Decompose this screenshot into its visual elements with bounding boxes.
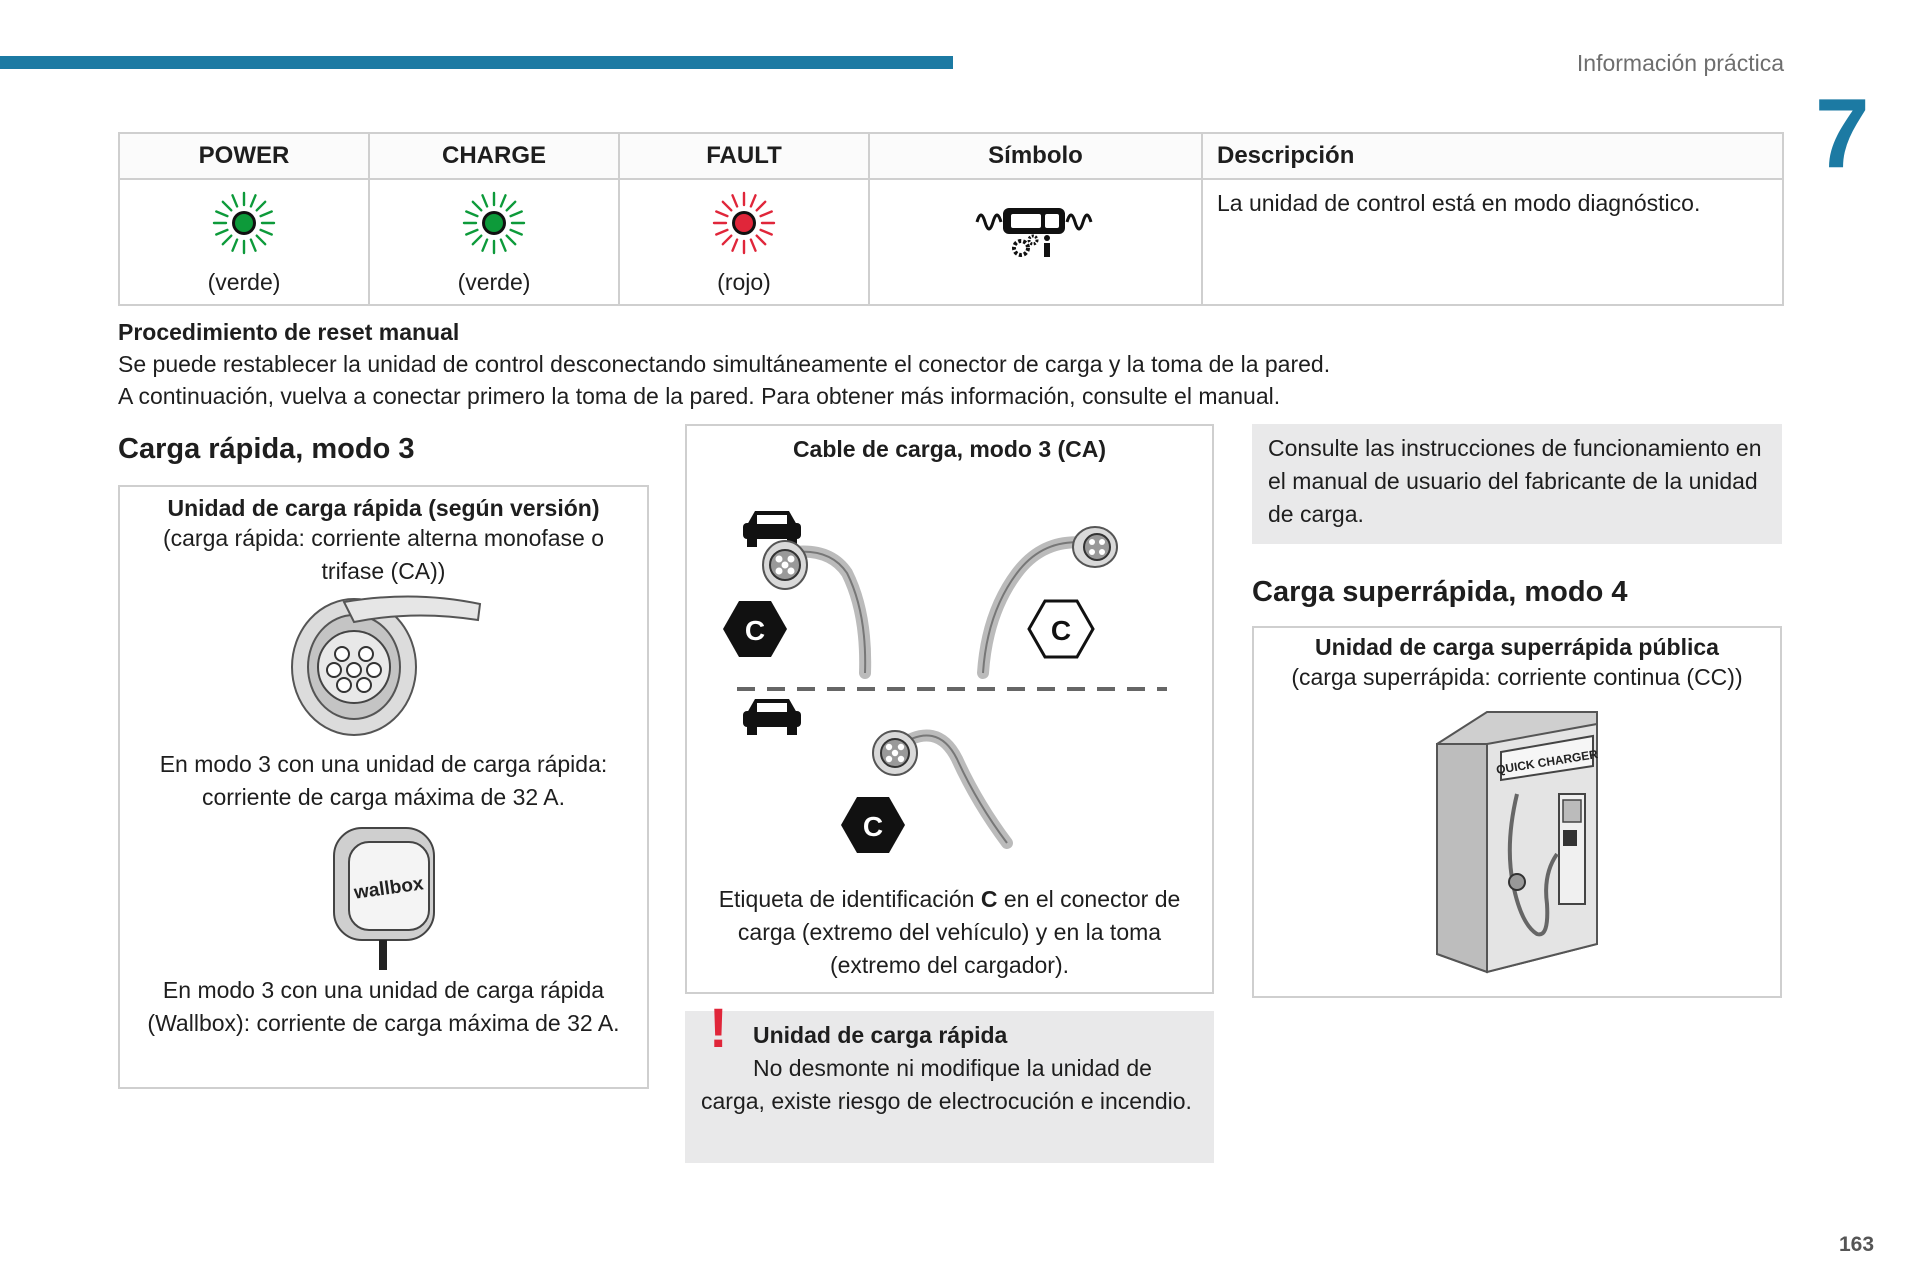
cable-caption-letter: C <box>980 886 998 912</box>
cable-caption <box>687 883 1212 982</box>
column-header-symbol: Símbolo <box>869 133 1202 179</box>
wallbox-logo: wallbox <box>352 873 425 904</box>
warning-title: Unidad de carga rápida <box>753 1022 1008 1048</box>
tag-c-letter: C <box>862 811 884 842</box>
warning-note <box>685 996 1214 1163</box>
wallbox-caption: En modo 3 con una unidad de carga rápida (Wallbox): corriente de carga máxima de 32 A. <box>147 977 620 1036</box>
quick-charger-image <box>1417 704 1617 984</box>
tag-c-charger-icon <box>1029 601 1093 657</box>
status-table <box>118 132 1784 306</box>
section-title: Información práctica <box>1576 50 1784 76</box>
tag-c-vehicle-icon <box>841 797 905 853</box>
mode3-box-subtitle: (carga rápida: corriente alterna monofase o trifase (CA)) <box>162 525 605 584</box>
mode4-box-subtitle: (carga superrápida: corriente continua (CC)) <box>1291 664 1743 690</box>
page-number: 163 <box>1839 1233 1875 1256</box>
vehicle-connector-image <box>763 541 865 673</box>
mode3-heading: Carga rápida, modo 3 <box>118 433 415 465</box>
charge-cell <box>369 179 619 305</box>
cable-caption-text: Etiqueta de identificación <box>718 886 981 912</box>
tag-c-letter: C <box>1050 615 1072 646</box>
reset-procedure <box>118 316 1798 412</box>
cable-box <box>685 424 1214 994</box>
quick-charger-label: QUICK CHARGER <box>1495 747 1599 777</box>
reset-line-2: A continuación, vuelva a conectar primero la toma de la pared. Para obtener más información, consulte el manual. <box>118 383 1281 409</box>
warning-icon: ! <box>709 996 728 1059</box>
symbol-cell <box>869 179 1202 305</box>
description-cell: La unidad de control está en modo diagnóstico. <box>1202 179 1783 305</box>
fault-cell <box>619 179 869 305</box>
fault-color-label: (rojo) <box>717 269 771 295</box>
mode3-box-title: Unidad de carga rápida (según versión) <box>167 495 600 521</box>
column-header-power: POWER <box>119 133 369 179</box>
table-row <box>119 179 1783 305</box>
wallbox-image <box>319 822 449 972</box>
socket-caption: En modo 3 con una unidad de carga rápida: corriente de carga máxima de 32 A. <box>159 751 608 810</box>
car-icon <box>743 699 801 735</box>
reset-title: Procedimiento de reset manual <box>118 319 460 345</box>
green-led-icon <box>461 190 527 256</box>
column-header-fault: FAULT <box>619 133 869 179</box>
tag-c-letter: C <box>744 615 766 646</box>
column-header-description: Descripción <box>1202 133 1783 179</box>
info-note: Consulte las instrucciones de funcionamiento en el manual de usuario del fabricante de la unidad de carga. <box>1252 424 1782 544</box>
chapter-number: 7 <box>1815 78 1870 188</box>
charge-color-label: (verde) <box>457 269 531 295</box>
header-accent-bar <box>0 56 953 69</box>
mode3-box <box>118 485 649 1089</box>
warning-text: No desmonte ni modifique la unidad de carga, existe riesgo de electrocución e incendio. <box>701 1055 1192 1114</box>
mode4-box <box>1252 626 1782 998</box>
charging-cable-diagram <box>687 463 1212 883</box>
reset-line-1: Se puede restablecer la unidad de control desconectando simultáneamente el conector de carga y la toma de la pared. <box>118 351 1331 377</box>
green-led-icon <box>211 190 277 256</box>
cable-caption-text: en el conector de carga (extremo del vehículo) y en la toma (extremo del cargador). <box>737 886 1181 978</box>
red-led-icon <box>711 190 777 256</box>
mode4-box-title: Unidad de carga superrápida pública <box>1315 634 1719 660</box>
mode4-heading: Carga superrápida, modo 4 <box>1252 576 1628 608</box>
cable-title: Cable de carga, modo 3 (CA) <box>792 436 1107 462</box>
charging-socket-image <box>284 592 484 742</box>
power-color-label: (verde) <box>207 269 281 295</box>
power-cell <box>119 179 369 305</box>
table-header-row <box>119 133 1783 179</box>
column-header-charge: CHARGE <box>369 133 619 179</box>
diagnostic-control-unit-icon <box>971 194 1101 264</box>
tag-c-vehicle-icon <box>723 601 787 657</box>
